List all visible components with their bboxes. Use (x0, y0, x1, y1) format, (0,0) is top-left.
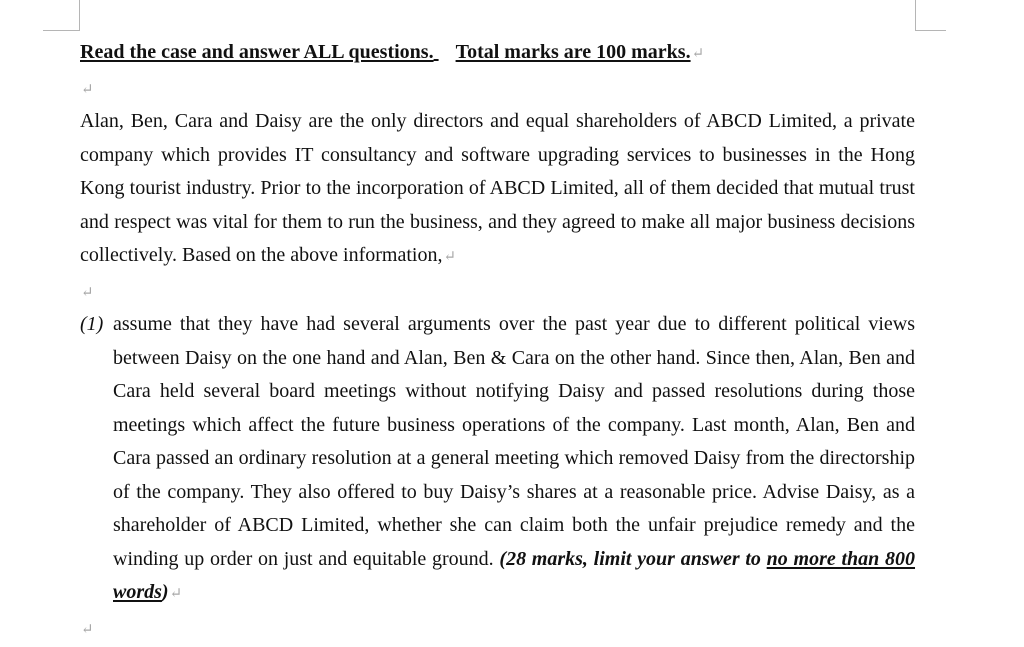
document-page (80, 36, 915, 645)
marks-prefix: (28 marks, limit your answer to (499, 548, 766, 570)
paragraph-mark-icon: ↵ (81, 614, 94, 647)
case-text: Alan, Ben, Cara and Daisy are the only directors and equal shareholders of ABCD Limited, a private company which provides IT consultancy and software upgrading services to businesses in the Hong Kong tourist industry. Prior to the incorporation of ABCD Limited, all of them decided that mutual trust and respect was vital for them to run the business, and they agreed to make all major business decisions collectively. Based on the above information, (80, 110, 915, 266)
question-text: assume that they have had several arguments over the past year due to different political views between Daisy on the one hand and Alan, Ben & Cara on the other hand. Since then, Alan, Ben and Cara held several board meetings without notifying Daisy and passed resolutions during those meetings which affect the future business operations of the company. Last month, Alan, Ben and Cara passed an ordinary resolution at a general meeting which removed Daisy from the directorship of the company. They also offered to buy Daisy’s shares at a reasonable price. Advise Daisy, as a shareholder of ABCD Limited, whether she can claim both the unfair prejudice remedy and the winding up order on just and equitable ground. (113, 313, 915, 570)
total-marks-text: Total marks are 100 marks. (456, 41, 691, 63)
question-1 (80, 308, 915, 612)
heading-gap (434, 36, 456, 70)
paragraph-mark-icon: ↵ (443, 241, 456, 275)
page-corner-mark-right (915, 0, 946, 31)
instructions-heading (80, 36, 915, 72)
question-body (113, 308, 915, 612)
paragraph-mark-icon: ↵ (692, 38, 705, 72)
empty-paragraph (80, 72, 915, 106)
empty-paragraph (80, 275, 915, 309)
marks-suffix: ) (162, 581, 169, 603)
paragraph-mark-icon: ↵ (81, 277, 94, 311)
paragraph-mark-icon: ↵ (170, 578, 183, 612)
instruction-text: Read the case and answer ALL questions. (80, 41, 434, 63)
word-limit: no more than 800 words (113, 548, 915, 604)
case-paragraph (80, 105, 915, 275)
page-corner-mark-left (43, 0, 80, 31)
paragraph-mark-icon: ↵ (81, 74, 94, 108)
question-number: (1) (80, 308, 113, 612)
